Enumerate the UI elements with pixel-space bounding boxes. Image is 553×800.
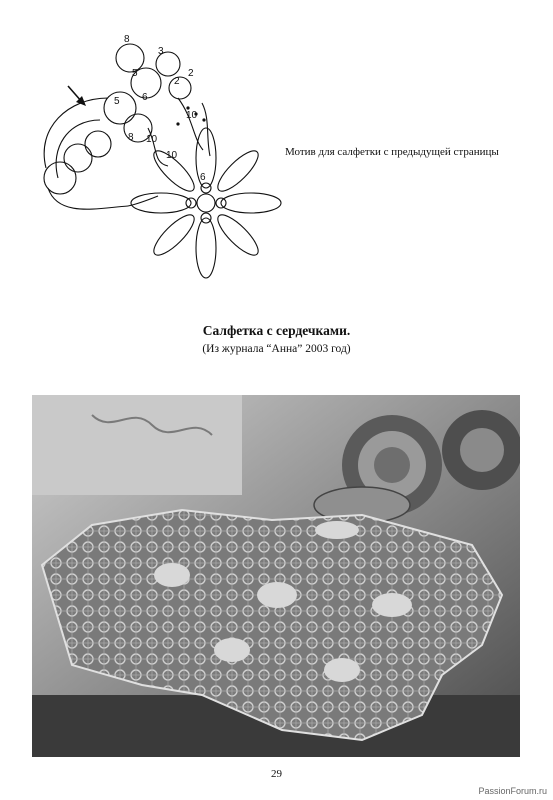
diagram-caption: Мотив для салфетки с предыдущей страницы <box>285 146 499 158</box>
diagram-label: 8 <box>124 34 130 45</box>
diagram-ring <box>104 92 136 124</box>
flower-petal <box>221 193 281 213</box>
diagram-label: 6 <box>142 92 148 103</box>
diagram-chain <box>48 188 128 209</box>
diagram-label: 5 <box>132 68 138 79</box>
page-title: Салфетка с сердечками. <box>202 323 351 338</box>
diagram-label: 2 <box>188 68 194 79</box>
diagram-label: 5 <box>114 96 120 107</box>
diagram-ring <box>169 77 191 99</box>
diagram-label: 10 <box>166 150 178 161</box>
flower-petal <box>149 210 200 261</box>
diagram-label: 10 <box>146 134 158 145</box>
diagram-label: 10 <box>186 110 198 121</box>
diagram-label: 3 <box>158 46 164 57</box>
flower-petal <box>196 218 216 278</box>
diagram-label: 2 <box>174 76 180 87</box>
watermark: PassionForum.ru <box>478 786 547 796</box>
flower-center <box>197 194 215 212</box>
diagram-chain <box>128 196 158 206</box>
diagram-ring <box>116 44 144 72</box>
diagram-ring <box>85 131 111 157</box>
diagram-chain <box>56 120 100 178</box>
page-number: 29 <box>271 768 282 780</box>
arrow-icon <box>68 86 86 106</box>
doily-photo <box>32 395 520 757</box>
diagram-label: 6 <box>200 172 206 183</box>
diagram-chain <box>178 98 203 150</box>
flower-petal <box>213 146 264 197</box>
flower-petal <box>196 128 216 188</box>
diagram-label: 8 <box>128 132 134 143</box>
flower-petal <box>213 210 264 261</box>
diagram-ring <box>64 144 92 172</box>
tatting-diagram <box>28 28 308 288</box>
page-subtitle: (Из журнала “Анна” 2003 год) <box>202 343 351 355</box>
